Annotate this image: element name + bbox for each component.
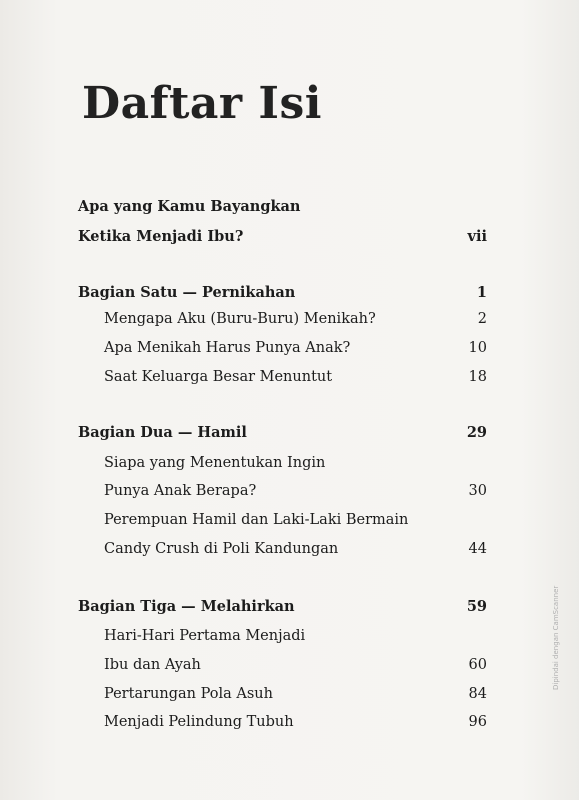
toc-entry-text: Candy Crush di Poli Kandungan	[104, 541, 339, 557]
toc-entry-intro-line2	[0, 224, 579, 250]
toc-entry	[0, 450, 579, 476]
toc-section-heading	[0, 420, 579, 446]
toc-section-heading	[0, 280, 579, 306]
toc-entry-text: Saat Keluarga Besar Menuntut	[104, 369, 333, 385]
toc-entry-text: Apa yang Kamu Bayangkan	[78, 198, 301, 215]
toc-page-number: 44	[468, 541, 487, 557]
toc-page-number: 29	[466, 424, 487, 441]
toc-entry	[0, 335, 579, 361]
toc-entry-text: Ketika Menjadi Ibu?	[78, 228, 244, 245]
toc-page-number: vii	[467, 228, 487, 245]
toc-entry-text: Perempuan Hamil dan Laki-Laki Bermain	[104, 512, 409, 528]
toc-entry-text: Punya Anak Berapa?	[104, 483, 257, 499]
toc-entry-intro-line1	[0, 194, 579, 220]
toc-entry	[0, 306, 579, 332]
toc-entry	[0, 623, 579, 649]
toc-entry	[0, 364, 579, 390]
toc-page-number: 84	[468, 686, 487, 702]
toc-entry-text: Bagian Satu — Pernikahan	[78, 284, 296, 301]
scanner-watermark: Dipindai dengan CamScanner	[552, 585, 560, 690]
toc-section-heading	[0, 594, 579, 620]
toc-entry-text: Menjadi Pelindung Tubuh	[104, 714, 294, 730]
toc-entry-text: Hari-Hari Pertama Menjadi	[104, 628, 306, 644]
page-title: Daftar Isi	[82, 78, 322, 129]
toc-page-number: 30	[468, 483, 487, 499]
toc-entry	[0, 536, 579, 562]
toc-entry-text: Siapa yang Menentukan Ingin	[104, 455, 326, 471]
toc-entry	[0, 478, 579, 504]
toc-page-number: 10	[468, 340, 487, 356]
toc-entry-text: Bagian Tiga — Melahirkan	[78, 598, 295, 615]
toc-entry-text: Ibu dan Ayah	[104, 657, 201, 673]
toc-entry-text: Mengapa Aku (Buru-Buru) Menikah?	[104, 311, 376, 327]
toc-page-number: 59	[466, 598, 487, 615]
toc-entry-text: Apa Menikah Harus Punya Anak?	[104, 340, 351, 356]
toc-page-number: 60	[468, 657, 487, 673]
toc-entry	[0, 652, 579, 678]
toc-entry	[0, 681, 579, 707]
toc-entry	[0, 709, 579, 735]
toc-page-number: 96	[468, 714, 487, 730]
toc-page-number: 1	[476, 284, 487, 301]
toc-entry-text: Bagian Dua — Hamil	[78, 424, 247, 441]
toc-entry-text: Pertarungan Pola Asuh	[104, 686, 273, 702]
toc-entry	[0, 507, 579, 533]
toc-page-number: 18	[468, 369, 487, 385]
toc-page-number: 2	[477, 311, 487, 327]
